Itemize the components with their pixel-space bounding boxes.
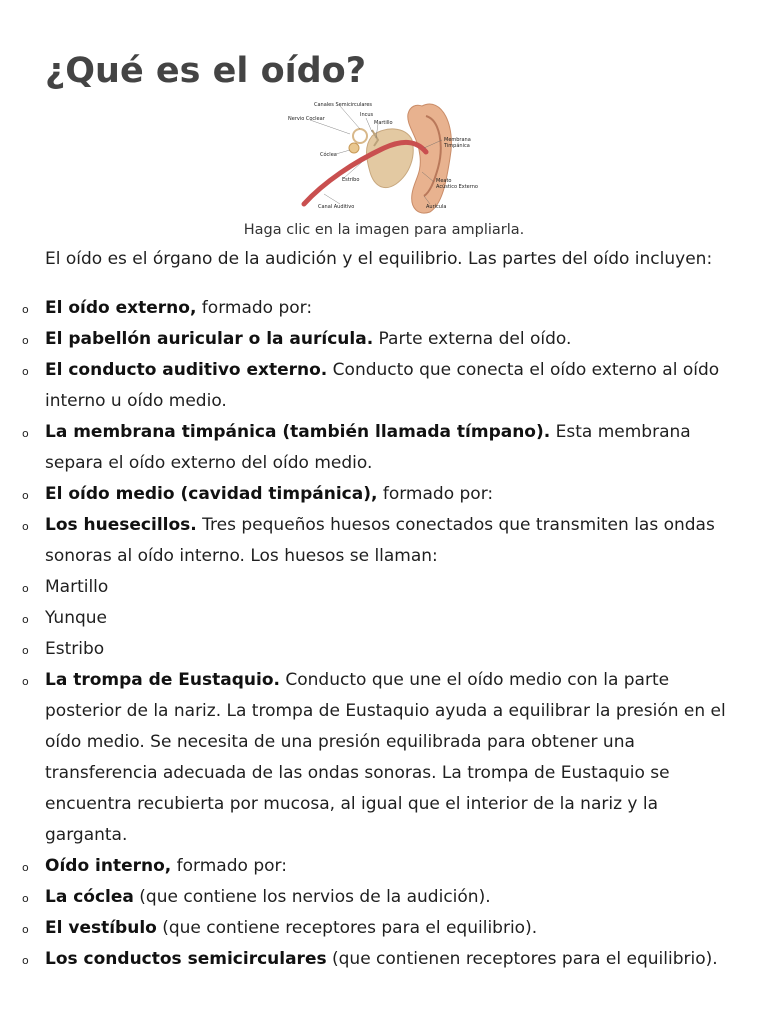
label-malleus: Martillo xyxy=(374,120,393,126)
ear-figure[interactable] xyxy=(0,96,768,216)
list-item xyxy=(0,355,768,417)
list-item xyxy=(0,603,768,634)
item-text: Conducto que une el oído medio con la parte posterior de la nariz. La trompa de Eustaquio ayuda a equilibrar la presión en el oído medio. Se necesita de una presión equilibrada para obtener una transferencia adecuada de las ondas sonoras. La trompa de Eustaquio se encuentra recubierta por mucosa, al igual que el interior de la nariz y la garganta. xyxy=(45,670,726,845)
item-term: El vestíbulo xyxy=(45,918,157,938)
page-title: ¿Qué es el oído? xyxy=(45,51,367,91)
item-text: (que contiene los nervios de la audición). xyxy=(133,887,491,907)
label-incus: Incus xyxy=(360,112,374,118)
item-text: Estribo xyxy=(45,639,105,659)
cochlea-shape xyxy=(349,143,359,153)
bullet-icon: o xyxy=(22,303,29,316)
ear-anatomy-image[interactable] xyxy=(284,96,484,216)
list-item xyxy=(0,293,768,324)
label-meatus: Meato xyxy=(436,178,452,184)
bullet-icon: o xyxy=(22,861,29,874)
label-cochlea: Cóclea xyxy=(320,152,337,158)
item-text: Yunque xyxy=(45,608,108,628)
item-term: El conducto auditivo externo. xyxy=(45,360,328,380)
list-item xyxy=(0,479,768,510)
bullet-icon: o xyxy=(22,923,29,936)
bullet-icon: o xyxy=(22,644,29,657)
bullet-icon: o xyxy=(22,334,29,347)
bullet-icon: o xyxy=(22,427,29,440)
item-term: La trompa de Eustaquio. xyxy=(45,670,280,690)
label-stapes: Estribo xyxy=(342,177,360,183)
list-item xyxy=(0,417,768,479)
label-semicircular-canals: Canales Semicirculares xyxy=(314,102,373,108)
item-text: Esta membrana separa el oído externo del oído medio. xyxy=(45,422,691,473)
bullet-icon: o xyxy=(22,954,29,967)
list-item xyxy=(0,634,768,665)
list-item xyxy=(0,665,768,851)
label-tympanic: Timpánica xyxy=(444,143,470,149)
list-item xyxy=(0,510,768,572)
bullet-icon: o xyxy=(22,520,29,533)
list-item xyxy=(0,572,768,603)
bullet-icon: o xyxy=(22,582,29,595)
bullet-icon: o xyxy=(22,365,29,378)
label-cochlear-nerve: Nervio Coclear xyxy=(288,116,325,122)
semicircular-canals-shape xyxy=(353,129,367,143)
list-item xyxy=(0,913,768,944)
auricle-shape xyxy=(408,104,452,213)
item-text: formado por: xyxy=(171,856,287,876)
item-text: Tres pequeños huesos conectados que transmiten las ondas sonoras al oído interno. Los huesos se llaman: xyxy=(45,515,715,566)
label-auditory-canal: Canal Auditivo xyxy=(318,204,355,210)
item-text: Conducto que conecta el oído externo al oído interno u oído medio. xyxy=(45,360,720,411)
label-membrane: Membrana xyxy=(444,137,471,143)
label-auricle: Aurícula xyxy=(426,204,447,210)
item-term: La cóclea xyxy=(45,887,134,907)
item-term: Los conductos semicirculares xyxy=(45,949,327,969)
list-item xyxy=(0,882,768,913)
ear-parts-list xyxy=(0,293,768,975)
intro-paragraph: El oído es el órgano de la audición y el equilibrio. Las partes del oído incluyen: xyxy=(45,249,713,269)
list-item xyxy=(0,851,768,882)
bullet-icon: o xyxy=(22,489,29,502)
item-text: formado por: xyxy=(377,484,494,504)
item-text: formado por: xyxy=(196,298,313,318)
bullet-icon: o xyxy=(22,675,29,688)
item-term: La membrana timpánica (también llamada tímpano). xyxy=(45,422,551,442)
item-term: El oído medio (cavidad timpánica), xyxy=(45,484,378,504)
image-caption: Haga clic en la imagen para ampliarla. xyxy=(243,222,525,238)
item-text: (que contienen receptores para el equilibrio). xyxy=(326,949,718,969)
item-term: Los huesecillos. xyxy=(45,515,197,535)
item-term: Oído interno, xyxy=(45,856,172,876)
list-item xyxy=(0,944,768,975)
bullet-icon: o xyxy=(22,892,29,905)
bullet-icon: o xyxy=(22,613,29,626)
list-item xyxy=(0,324,768,355)
item-text: Martillo xyxy=(45,577,109,597)
label-external-auditory: Acústico Externo xyxy=(436,184,478,190)
item-text: Parte externa del oído. xyxy=(373,329,572,349)
item-term: El pabellón auricular o la aurícula. xyxy=(45,329,374,349)
item-term: El oído externo, xyxy=(45,298,197,318)
item-text: (que contiene receptores para el equilibrio). xyxy=(156,918,538,938)
temporal-bone-shape xyxy=(367,129,414,188)
